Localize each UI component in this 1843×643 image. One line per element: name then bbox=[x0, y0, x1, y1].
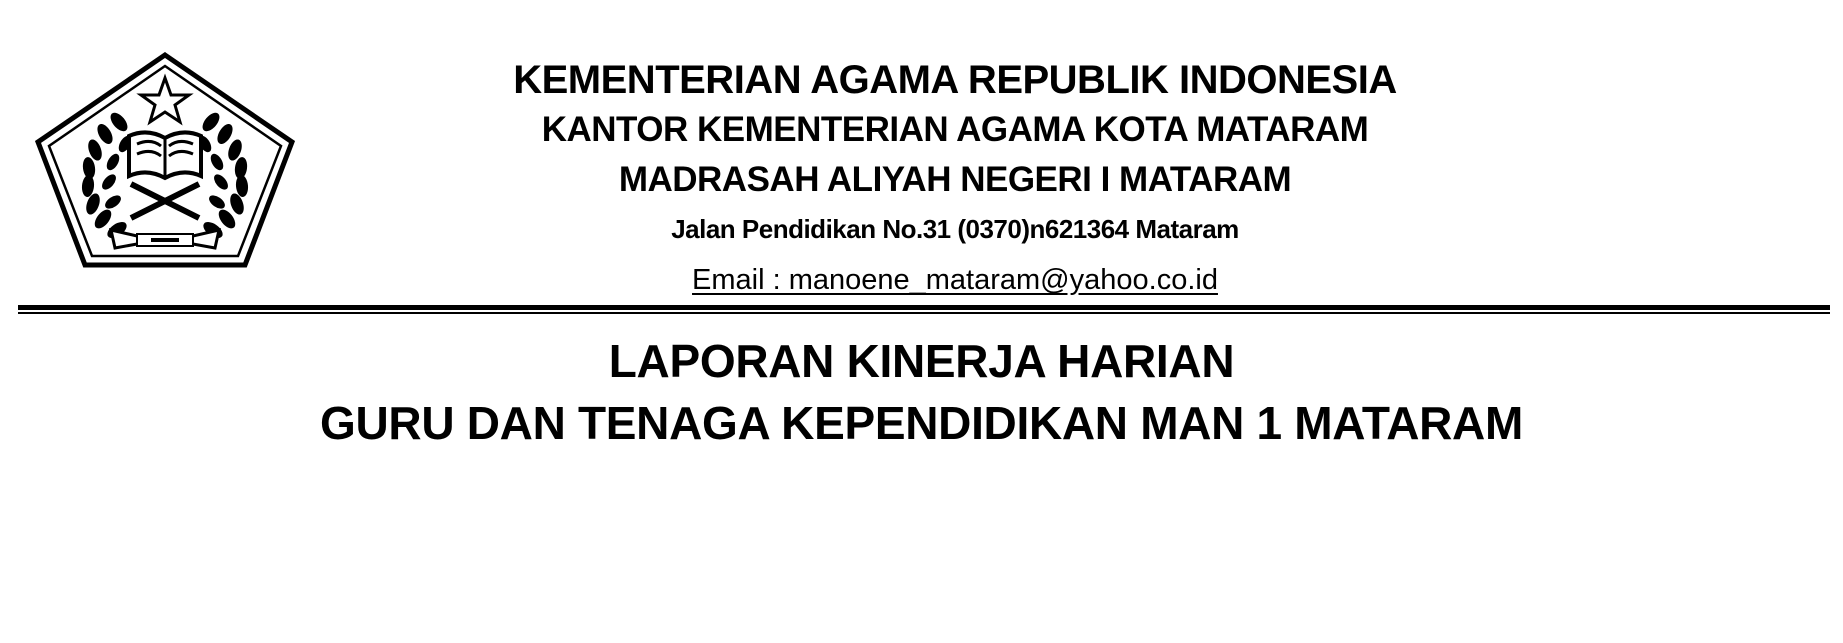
ministry-name: KEMENTERIAN AGAMA REPUBLIK INDONESIA bbox=[513, 58, 1397, 102]
office-name: KANTOR KEMENTERIAN AGAMA KOTA MATARAM bbox=[541, 110, 1369, 149]
school-name: MADRASAH ALIYAH NEGERI I MATARAM bbox=[618, 160, 1292, 199]
school-address: Jalan Pendidikan No.31 (0370)n621364 Mataram bbox=[671, 214, 1239, 244]
report-title: LAPORAN KINERJA HARIAN bbox=[608, 335, 1235, 387]
school-email[interactable]: Email : manoene_mataram@yahoo.co.id bbox=[692, 264, 1218, 296]
report-subtitle: GURU DAN TENAGA KEPENDIDIKAN MAN 1 MATARAM bbox=[320, 397, 1523, 449]
letterhead bbox=[0, 0, 1843, 310]
letterhead-divider-thick bbox=[18, 305, 1830, 310]
ministry-emblem-icon bbox=[33, 52, 297, 268]
letterhead-divider-thin bbox=[18, 312, 1830, 314]
